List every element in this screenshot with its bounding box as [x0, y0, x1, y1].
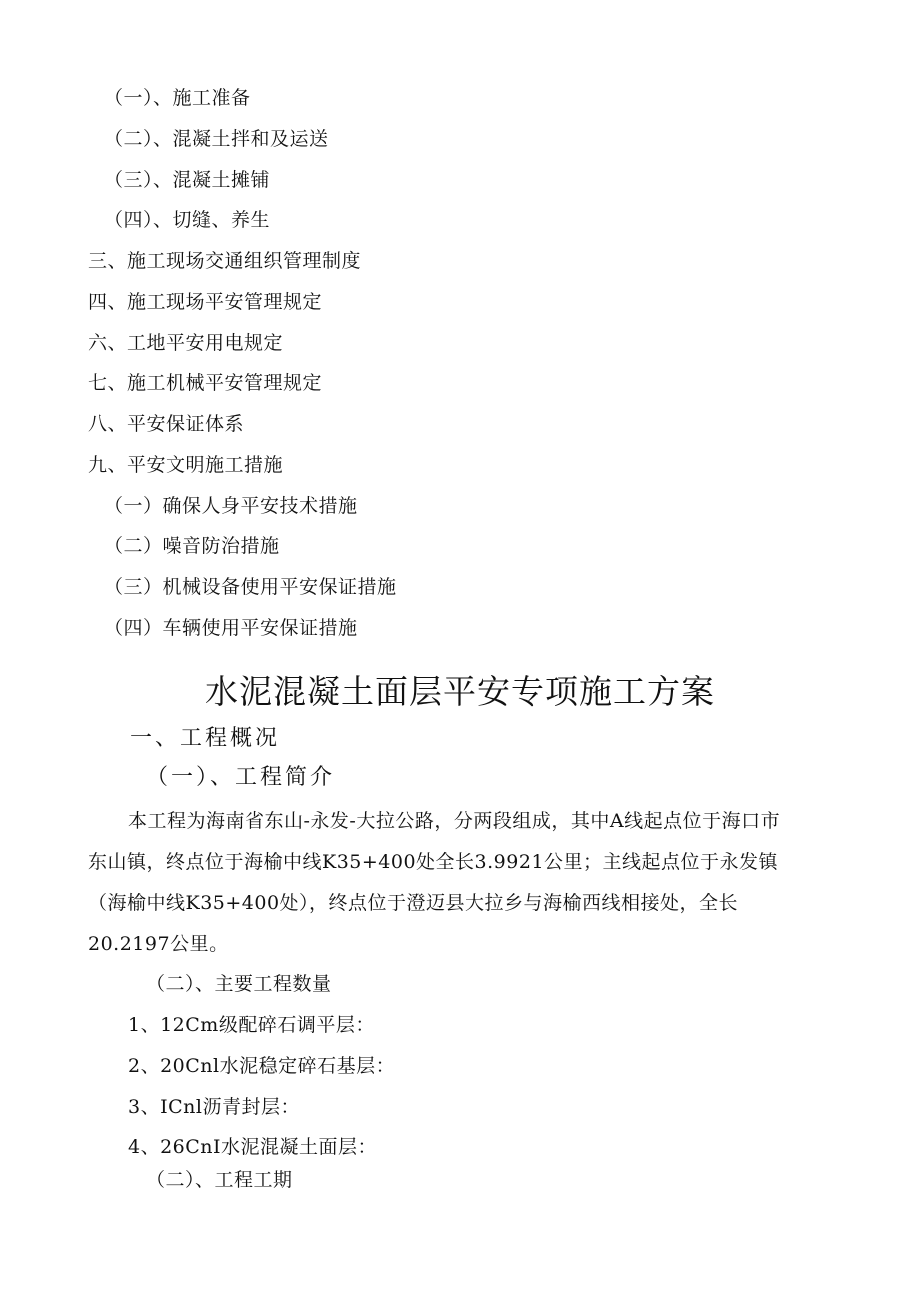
- list-item: 4、26CnI水泥混凝土面层：: [128, 1136, 378, 1158]
- paragraph-line: 20.2197公里。: [88, 933, 229, 955]
- list-item: 3、ICnl沥青封层：: [128, 1096, 300, 1118]
- toc-item: 七、施工机械平安管理规定: [88, 372, 323, 394]
- toc-item: （二）、混凝土拌和及运送: [104, 128, 329, 150]
- toc-item: 六、工地平安用电规定: [88, 332, 284, 354]
- toc-item: （一）、施工准备: [104, 87, 251, 109]
- document-title: 水泥混凝土面层平安专项施工方案: [205, 672, 715, 711]
- paragraph-line: 东山镇，终点位于海榆中线K35+400处全长3.9921公里；主线起点位于永发镇: [88, 851, 779, 873]
- section-heading: 一、工程概况: [130, 726, 281, 751]
- subsection-heading: （二）、主要工程数量: [146, 973, 332, 995]
- paragraph-line: 本工程为海南省东山-永发-大拉公路，分两段组成，其中A线起点位于海口市: [128, 810, 781, 832]
- toc-item: （四）车辆使用平安保证措施: [104, 617, 358, 639]
- subsection-heading: （二）、工程工期: [146, 1169, 293, 1191]
- toc-item: （一）确保人身平安技术措施: [104, 495, 358, 517]
- list-item: 2、20Cnl水泥稳定碎石基层：: [128, 1055, 396, 1077]
- toc-item: 四、施工现场平安管理规定: [88, 291, 323, 313]
- list-item: 1、12Cm级配碎石调平层：: [128, 1014, 375, 1036]
- toc-item: （三）机械设备使用平安保证措施: [104, 576, 397, 598]
- toc-item: （三）、混凝土摊铺: [104, 169, 271, 191]
- paragraph-line: （海榆中线K35+400处），终点位于澄迈县大拉乡与海榆西线相接处，全长: [88, 892, 739, 914]
- toc-item: 八、平安保证体系: [88, 413, 245, 435]
- toc-item: 三、施工现场交通组织管理制度: [88, 250, 362, 272]
- toc-item: （二）噪音防治措施: [104, 535, 280, 557]
- toc-item: 九、平安文明施工措施: [88, 454, 284, 476]
- subsection-heading: （一）、工程简介: [146, 765, 336, 790]
- toc-item: （四）、切缝、养生: [104, 209, 271, 231]
